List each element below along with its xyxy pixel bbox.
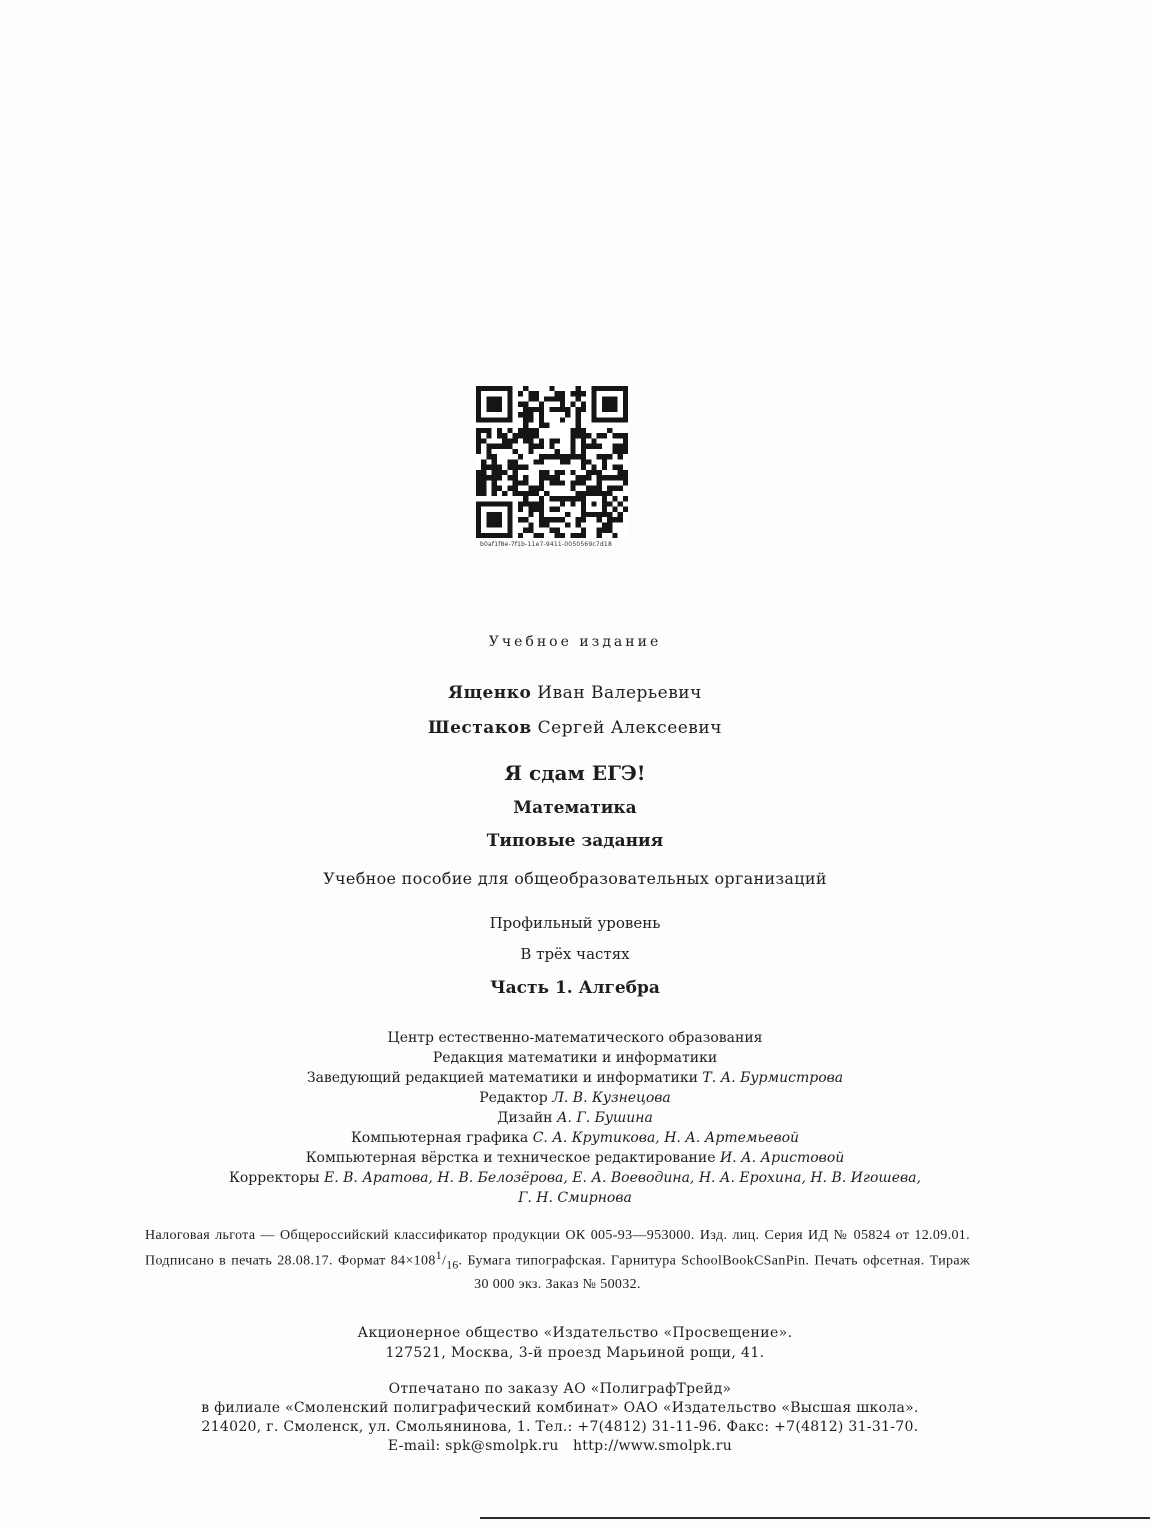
qr-code-block	[476, 386, 634, 548]
book-title: Я сдам ЕГЭ!	[504, 761, 646, 785]
author-2-surname: Шестаков	[428, 718, 532, 738]
printer-line-1: Отпечатано по заказу АО «ПолиграфТрейд»	[388, 1381, 732, 1397]
credits-block	[140, 1028, 1010, 1208]
credit-head-role: Заведующий редакцией математики и информатики	[306, 1070, 698, 1086]
credit-head	[140, 1068, 1010, 1088]
credit-proofreaders	[140, 1168, 1010, 1188]
credit-editor-name: Л. В. Кузнецова	[552, 1090, 671, 1106]
credit-layout	[140, 1148, 1010, 1168]
credit-editorial: Редакция математики и информатики	[432, 1050, 718, 1066]
credit-graphics	[140, 1128, 1010, 1148]
author-1-surname: Ященко	[448, 683, 532, 703]
publisher-name: Акционерное общество «Издательство «Просвещение».	[357, 1325, 793, 1341]
credit-proof-role: Корректоры	[229, 1170, 320, 1186]
credit-design-role: Дизайн	[497, 1110, 553, 1126]
printer-line-3: 214020, г. Смоленск, ул. Смольянинова, 1. Тел.: +7(4812) 31-11-96. Факс: +7(4812) 31-31-70.	[201, 1419, 919, 1435]
qr-code-icon	[476, 386, 628, 538]
credit-proof-names: Е. В. Аратова, Н. В. Белозёрова, Е. А. Воеводина, Н. А. Ерохина, Н. В. Игошева,	[324, 1170, 921, 1186]
imprint-text-1: Налоговая льгота — Общероссийский классификатор продукции ОК 005-93—953000. Изд. лиц. Серия ИД № 05824 от 12.09.01. Подписано в печать 28.08.17. Формат 84×108	[145, 1228, 970, 1269]
imprint-block: Налоговая льгота — Общероссийский классификатор продукции ОК 005-93—953000. Изд. лиц. Серия ИД № 05824 от 12.09.01. Подписано в печать 28.08.17. Формат $84\times 108^1/_{16}$. Бумага типографская. Гарнитура SchoolBookCSanPin. Печать офсетная. Тираж 30 000 экз. Заказ № 50032.	[145, 1228, 970, 1293]
credit-layout-role: Компьютерная вёрстка и техническое редактирование	[305, 1150, 716, 1166]
book-level: Профильный уровень	[489, 914, 661, 932]
author-2	[100, 718, 1050, 738]
credit-proofreaders-cont	[140, 1188, 1010, 1208]
credit-design	[140, 1108, 1010, 1128]
publisher-block	[100, 1323, 1050, 1363]
printer-line-2: в филиале «Смоленский полиграфический комбинат» ОАО «Издательство «Высшая школа».	[201, 1400, 919, 1416]
credit-graphics-name: С. А. Крутикова, Н. А. Артемьевой	[532, 1130, 800, 1146]
scan-edge-line	[480, 1517, 1150, 1519]
credit-head-name: Т. А. Бурмистрова	[702, 1070, 844, 1086]
book-subject: Математика	[513, 798, 637, 818]
printer-line-4: E-mail: spk@smolpk.ru http://www.smolpk.ru	[387, 1438, 733, 1454]
author-1	[100, 683, 1050, 703]
format-sup: 1	[435, 1249, 442, 1262]
book-subtitle: Типовые задания	[486, 831, 664, 851]
edition-type: Учебное издание	[488, 634, 662, 650]
publisher-address: 127521, Москва, 3-й проезд Марьиной рощи, 41.	[385, 1345, 765, 1361]
credit-editor	[140, 1088, 1010, 1108]
credit-layout-name: И. А. Аристовой	[719, 1150, 845, 1166]
credit-graphics-role: Компьютерная графика	[350, 1130, 529, 1146]
format-sub: 16	[446, 1258, 459, 1272]
author-2-name: Сергей Алексеевич	[537, 718, 722, 738]
credit-design-name: А. Г. Бушина	[556, 1110, 653, 1126]
imprint-text-2: . Бумага типографская. Гарнитура SchoolBookCSanPin. Печать офсетная. Тираж 30 000 экз. Заказ № 50032.	[458, 1253, 970, 1293]
credit-editor-role: Редактор	[479, 1090, 548, 1106]
part-title: Часть 1. Алгебра	[490, 978, 660, 998]
book-parts: В трёх частях	[520, 945, 630, 963]
printer-block	[130, 1380, 990, 1456]
book-purpose: Учебное пособие для общеобразовательных организаций	[323, 869, 827, 888]
author-1-name: Иван Валерьевич	[537, 683, 702, 703]
credit-center: Центр естественно-математического образования	[387, 1030, 763, 1046]
credit-proof-names-2: Г. Н. Смирнова	[518, 1190, 632, 1206]
qr-caption: b0af1f8e-7f1b-11e7-9411-0050569c7d18	[480, 541, 612, 548]
